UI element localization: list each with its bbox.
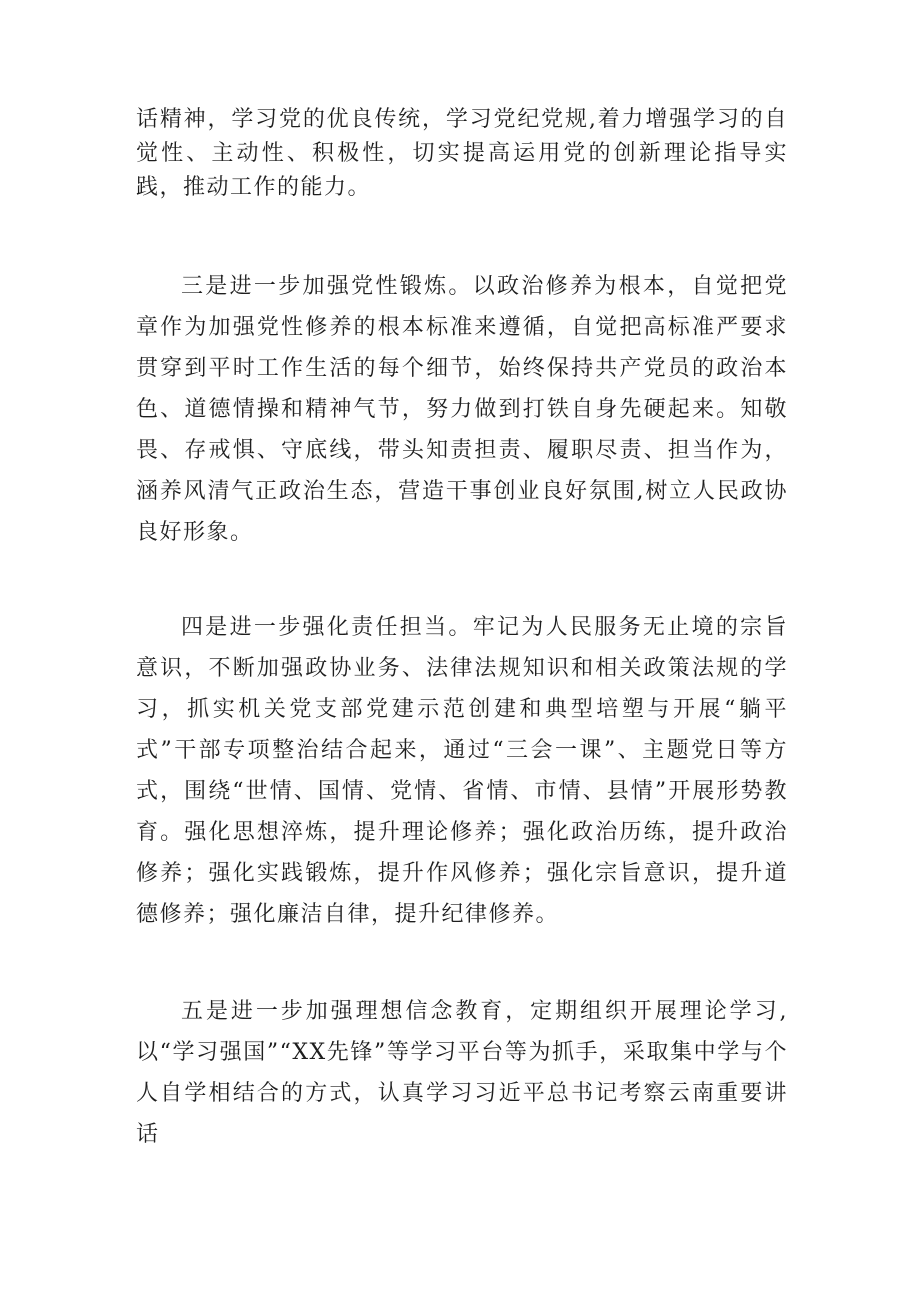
- paragraph-responsibility: 四是进一步强化责任担当。牢记为人民服务无止境的宗旨意识，不断加强政协业务、法律法规知识和相关政策法规的学习，抓实机关党支部党建示范创建和典型培塑与开展“躺平式”干部专项整治结合起来，通过“三会一课”、主题党日等方式，围绕“世情、国情、党情、省情、市情、县情”开展形势教育。强化思想淬炼，提升理论修养；强化政治历练，提升政治修养；强化实践锻炼，提升作风修养；强化宗旨意识，提升道德修养；强化廉洁自律，提升纪律修养。: [136, 615, 788, 927]
- paragraph-continuation: 话精神，学习党的优良传统，学习党纪党规,着力增强学习的自觉性、主动性、积极性，切实提高运用党的创新理论指导实践，推动工作的能力。: [136, 107, 788, 200]
- paragraph-party-spirit: 三是进一步加强党性锻炼。以政治修养为根本，自觉把党章作为加强党性修养的根本标准来遵循，自觉把高标准严要求贯穿到平时工作生活的每个细节，始终保持共产党员的政治本色、道德情操和精神气节，努力做到打铁自身先硬起来。知敬畏、存戒惧、守底线，带头知责担责、履职尽责、担当作为，涵养风清气正政治生态，营造干事创业良好氛围,树立人民政协良好形象。: [136, 274, 788, 545]
- document-body: [136, 103, 788, 1155]
- paragraph-ideals-education: 五是进一步加强理想信念教育，定期组织开展理论学习,以“学习强国”“XX先锋”等学习平台等为抓手，采取集中学与个人自学相结合的方式，认真学习习近平总书记考察云南重要讲话: [136, 999, 788, 1147]
